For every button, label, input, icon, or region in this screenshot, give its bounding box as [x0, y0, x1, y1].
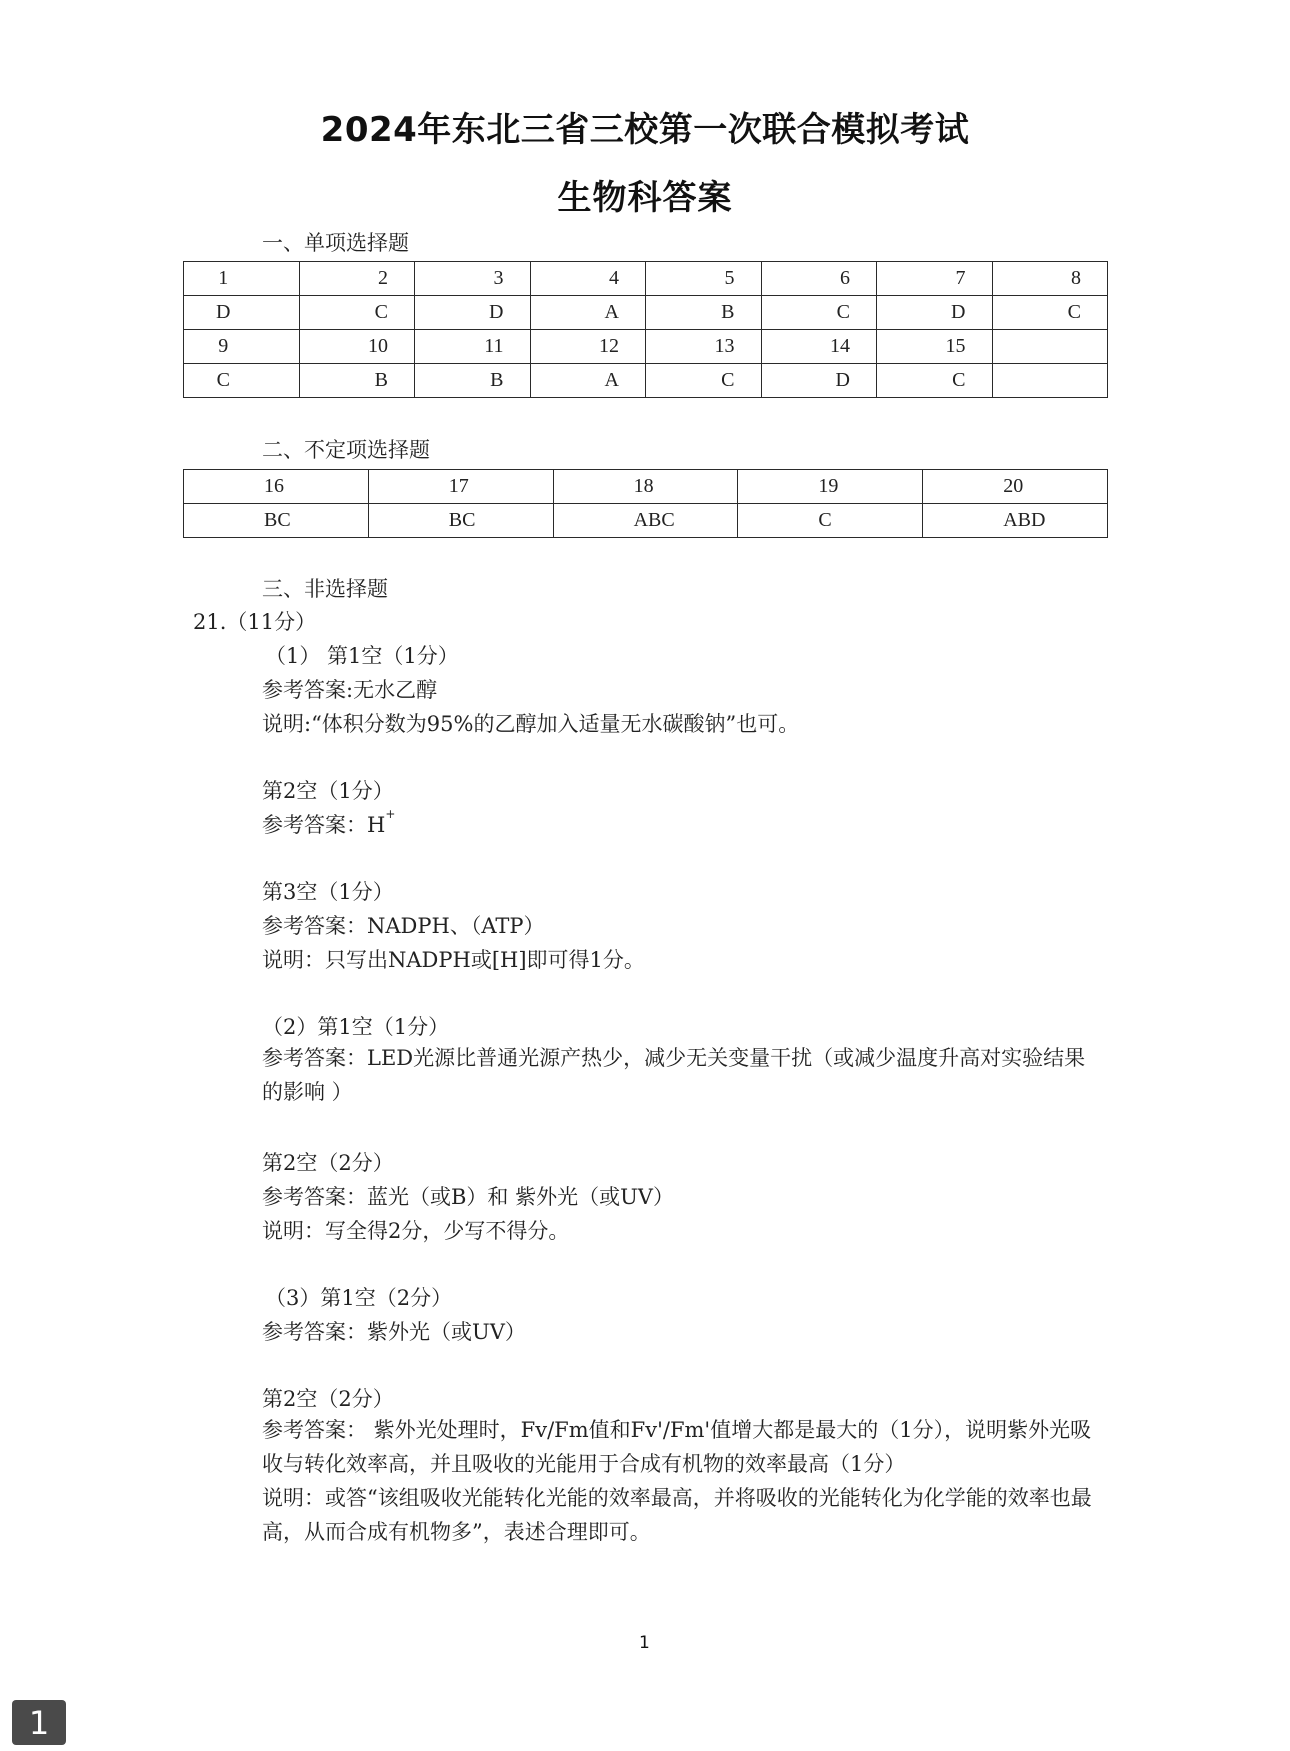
- part1-blank3-label: 第3空（1分）: [262, 880, 394, 904]
- section2-heading: 二、不定项选择题: [262, 438, 430, 462]
- section1-heading: 一、单项选择题: [262, 231, 409, 255]
- question-number-cell: 6: [761, 262, 877, 296]
- answer-cell: A: [530, 296, 646, 330]
- question-number-cell: 16: [184, 470, 369, 504]
- question-number-cell: 19: [738, 470, 923, 504]
- answer-row: [184, 364, 1108, 398]
- part3-blank2-label: 第2空（2分）: [262, 1387, 394, 1411]
- question-number-cell: 14: [761, 330, 877, 364]
- page-indicator-badge[interactable]: 1: [12, 1700, 66, 1745]
- question-number-cell: 13: [646, 330, 762, 364]
- answer-cell: C: [992, 296, 1108, 330]
- answer-cell: [992, 364, 1108, 398]
- answer-cell: ABD: [923, 504, 1108, 538]
- superscript-plus: +: [385, 807, 396, 821]
- question-number-cell: 1: [184, 262, 300, 296]
- question-number-cell: 17: [368, 470, 553, 504]
- answer-cell: D: [184, 296, 300, 330]
- question-number-cell: 20: [923, 470, 1108, 504]
- answer-cell: C: [184, 364, 300, 398]
- question-number-cell: 7: [877, 262, 993, 296]
- part2-blank1-answer: 参考答案：LED光源比普通光源产热少，减少无关变量干扰（或减少温度升高对实验结果的影响 ）: [262, 1046, 1086, 1104]
- part3-blank2-note: 说明：或答“该组吸收光能转化光能的效率最高，并将吸收的光能转化为化学能的效率也最高，从而合成有机物多”，表述合理即可。: [262, 1486, 1092, 1544]
- question-number-cell: 5: [646, 262, 762, 296]
- question-number-cell: 18: [553, 470, 738, 504]
- question-number-cell: 8: [992, 262, 1108, 296]
- answer-cell: C: [761, 296, 877, 330]
- part1-blank2-answer: [262, 809, 395, 839]
- part2-blank2-answer: 参考答案：蓝光（或B）和 紫外光（或UV）: [262, 1185, 674, 1209]
- answer-cell: B: [299, 364, 415, 398]
- answer-cell: C: [877, 364, 993, 398]
- question-number-cell: 12: [530, 330, 646, 364]
- answer-cell: C: [299, 296, 415, 330]
- question-number-cell: 10: [299, 330, 415, 364]
- question-number-cell: 9: [184, 330, 300, 364]
- page-subtitle: 生物科答案: [557, 178, 733, 218]
- part1-blank1-label: （1） 第1空（1分）: [265, 644, 459, 668]
- part2-blank1-label: （2）第1空（1分）: [262, 1015, 450, 1039]
- question-number-row: [184, 262, 1108, 296]
- question-number-cell: 4: [530, 262, 646, 296]
- question-number-cell: 11: [415, 330, 531, 364]
- answer-cell: C: [738, 504, 923, 538]
- answer-cell: B: [415, 364, 531, 398]
- multi-choice-answer-table: [183, 469, 1108, 538]
- page-number: 1: [639, 1633, 650, 1653]
- section3-heading: 三、非选择题: [262, 577, 388, 601]
- question-number-cell: [992, 330, 1108, 364]
- single-choice-answer-table: [183, 261, 1108, 398]
- answer-cell: D: [877, 296, 993, 330]
- page-title: 2024年东北三省三校第一次联合模拟考试: [320, 110, 970, 150]
- question-number-row: [184, 330, 1108, 364]
- question-number-cell: 3: [415, 262, 531, 296]
- answer-text: 参考答案：H: [262, 813, 386, 837]
- answer-cell: A: [530, 364, 646, 398]
- answer-cell: B: [646, 296, 762, 330]
- part1-blank1-answer: 参考答案:无水乙醇: [262, 678, 438, 702]
- part2-blank2-note: 说明：写全得2分，少写不得分。: [262, 1219, 570, 1243]
- question-21-title: 21.（11分）: [193, 610, 317, 634]
- answer-cell: D: [761, 364, 877, 398]
- question-number-cell: 15: [877, 330, 993, 364]
- answer-row: [184, 296, 1108, 330]
- part3-blank1-answer: 参考答案：紫外光（或UV）: [262, 1320, 526, 1344]
- answer-cell: BC: [368, 504, 553, 538]
- part1-blank2-label: 第2空（1分）: [262, 779, 394, 803]
- question-number-row: [184, 470, 1108, 504]
- answer-row: [184, 504, 1108, 538]
- part1-blank3-answer: 参考答案：NADPH、（ATP）: [262, 914, 545, 938]
- question-number-cell: 2: [299, 262, 415, 296]
- answer-cell: C: [646, 364, 762, 398]
- part1-blank1-note: 说明:“体积分数为95%的乙醇加入适量无水碳酸钠”也可。: [262, 712, 800, 736]
- part2-blank2-label: 第2空（2分）: [262, 1151, 394, 1175]
- answer-cell: D: [415, 296, 531, 330]
- part1-blank3-note: 说明：只写出NADPH或[H]即可得1分。: [262, 948, 645, 972]
- part3-blank1-label: （3）第1空（2分）: [265, 1286, 453, 1310]
- answer-cell: ABC: [553, 504, 738, 538]
- part3-blank2-answer: 参考答案： 紫外光处理时，Fv/Fm值和Fv'/Fm'值增大都是最大的（1分），说明紫外光吸收与转化效率高，并且吸收的光能用于合成有机物的效率最高（1分）: [262, 1418, 1092, 1476]
- answer-cell: BC: [184, 504, 369, 538]
